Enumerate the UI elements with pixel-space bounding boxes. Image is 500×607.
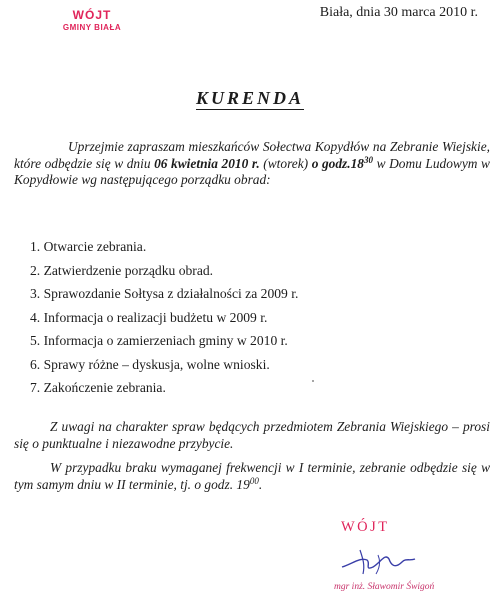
handwritten-signature xyxy=(338,540,418,580)
agenda-list xyxy=(30,238,298,403)
meeting-time-minutes: 30 xyxy=(364,154,374,165)
top-stamp xyxy=(50,8,134,33)
meeting-time xyxy=(312,156,373,171)
agenda-item: 3. Sprawozdanie Sołtysa z działalności za 2009 r. xyxy=(30,286,299,301)
intro-text-1: Uprzejmie zapraszam mieszkańców Sołectwa Kopydłów na Zebranie Wiejskie, które odbędzie się w dniu xyxy=(14,139,490,171)
agenda-item: 7. Zakończenie zebrania. xyxy=(30,380,166,395)
signatory-name: mgr inż. Sławomir Świgoń xyxy=(334,582,435,592)
document-title xyxy=(0,88,500,109)
stamp-title: WÓJT xyxy=(72,8,112,22)
agenda-item: 5. Informacja o zamierzeniach gminy w 2010 r. xyxy=(30,333,288,348)
stamp-subtitle: GMINY BIAŁA xyxy=(62,23,122,32)
meeting-time-hour: o godz.18 xyxy=(311,155,365,171)
document-title-text: KURENDA xyxy=(195,88,305,108)
intro-paragraph xyxy=(14,139,490,189)
agenda-item: 1. Otwarcie zebrania. xyxy=(30,239,147,254)
quorum-note-end: . xyxy=(258,476,263,492)
signature-stamp: WÓJT xyxy=(341,519,390,535)
quorum-note xyxy=(14,460,490,493)
agenda-item: 6. Sprawy różne – dyskusja, wolne wnioski. xyxy=(30,356,270,372)
intro-text-3: w Domu Ludowym w Kopydłowie wg następującego porządku obrad: xyxy=(14,155,490,187)
quorum-note-minutes: 00 xyxy=(249,475,259,486)
meeting-date: 06 kwietnia 2010 r. xyxy=(154,155,260,171)
punctuality-note: Z uwagi na charakter spraw będących przedmiotem Zebrania Wiejskiego – prosi się o punktualne i niezawodne przybycie. xyxy=(14,419,490,451)
intro-text-2: (wtorek) xyxy=(259,155,312,171)
agenda-item: 4. Informacja o realizacji budżetu w 2009 r. xyxy=(30,309,268,325)
place-date: Biała, dnia 30 marca 2010 r. xyxy=(319,5,478,20)
quorum-note-text: W przypadku braku wymaganej frekwencji w I terminie, zebranie odbędzie się w tym samym dniu w II terminie, tj. o godz. 19 xyxy=(14,460,490,492)
scan-speck xyxy=(312,380,314,382)
agenda-item: 2. Zatwierdzenie porządku obrad. xyxy=(30,262,214,278)
